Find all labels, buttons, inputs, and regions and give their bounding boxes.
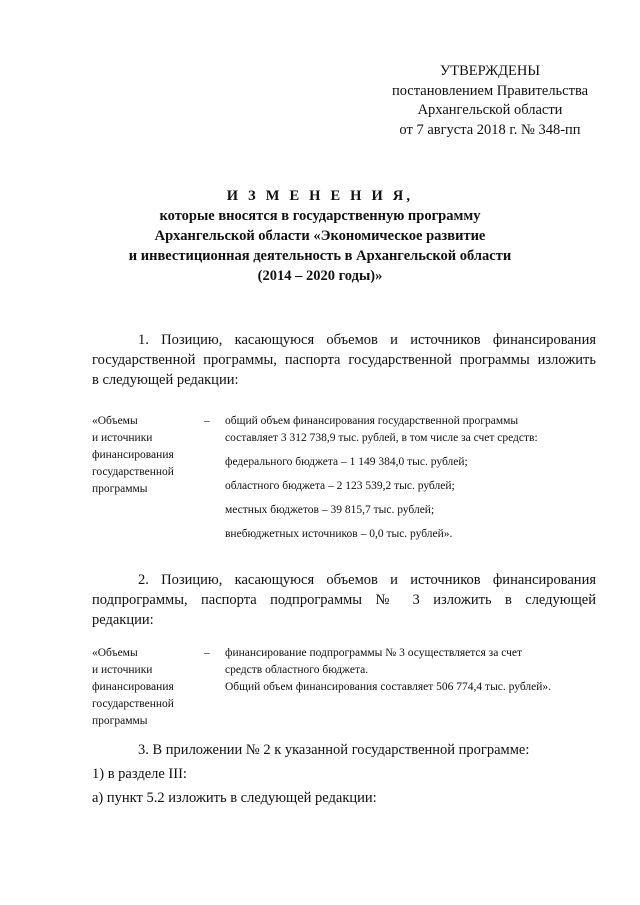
- item-2-line: подпрограммы, паспорта подпрограммы № 3 изложить в следующей: [92, 592, 596, 608]
- value-line: областного бюджета – 2 123 539,2 тыс. рублей;: [225, 480, 455, 492]
- title-line: которые вносятся в государственную программу: [159, 208, 481, 224]
- label-line: государственной: [92, 698, 174, 710]
- label-line: и источники: [92, 664, 153, 676]
- table-1-label: [92, 413, 202, 498]
- item-2-paragraph: [92, 570, 596, 630]
- item-3-text: 3. В приложении № 2 к указанной государственной программе:: [138, 742, 530, 758]
- table-2-label: [92, 645, 202, 730]
- value-line: общий объем финансирования государственной программы: [225, 415, 519, 427]
- label-line: финансирования: [92, 681, 174, 693]
- title-line: Архангельской области «Экономическое развитие: [154, 228, 486, 244]
- approval-line: постановлением Правительства: [391, 82, 589, 99]
- item-1-line: 1. Позицию, касающуюся объемов и источников финансирования: [138, 332, 596, 348]
- label-line: «Объемы: [92, 415, 138, 427]
- item-1-line: государственной программы, паспорта государственной программы изложить: [92, 352, 596, 368]
- value-line: финансирование подпрограммы № 3 осуществляется за счет: [225, 647, 522, 659]
- value-line: местных бюджетов – 39 815,7 тыс. рублей;: [225, 504, 435, 516]
- value-line: внебюджетных источников – 0,0 тыс. рублей».: [225, 528, 453, 540]
- table-2-dash: –: [204, 647, 210, 659]
- label-line: «Объемы: [92, 647, 138, 659]
- label-line: и источники: [92, 432, 153, 444]
- approval-block: [370, 62, 610, 140]
- document-title: [90, 186, 550, 286]
- title-heading: И З М Е Н Е Н И Я,: [226, 188, 414, 204]
- value-line: Общий объем финансирования составляет 506 774,4 тыс. рублей».: [225, 681, 552, 693]
- value-line: средств областного бюджета.: [225, 664, 369, 676]
- approval-date: от 7 августа 2018 г. № 348-пп: [399, 121, 581, 138]
- label-line: финансирования: [92, 449, 174, 461]
- item-2-line: 2. Позицию, касающуюся объемов и источников финансирования: [138, 572, 596, 588]
- value-line: составляет 3 312 738,9 тыс. рублей, в том числе за счет средств:: [225, 432, 538, 444]
- table-1-dash: –: [204, 415, 210, 427]
- item-3-sub-1: 1) в разделе III:: [92, 766, 187, 782]
- title-line: (2014 – 2020 годы)»: [257, 268, 383, 284]
- item-3-sub-2: а) пункт 5.2 изложить в следующей редакции:: [92, 790, 377, 806]
- table-1-values: [225, 413, 605, 543]
- approval-heading: УТВЕРЖДЕНЫ: [439, 63, 541, 79]
- label-line: государственной: [92, 466, 174, 478]
- table-2-values: [225, 645, 605, 696]
- item-1-line: в следующей редакции:: [92, 372, 239, 388]
- item-2-line: редакции:: [92, 612, 154, 628]
- item-1-paragraph: [92, 330, 596, 390]
- label-line: программы: [92, 715, 148, 727]
- approval-line: Архангельской области: [417, 102, 563, 118]
- label-line: программы: [92, 483, 148, 495]
- title-line: и инвестиционная деятельность в Архангельской области: [128, 248, 512, 264]
- value-line: федерального бюджета – 1 149 384,0 тыс. рублей;: [225, 456, 468, 468]
